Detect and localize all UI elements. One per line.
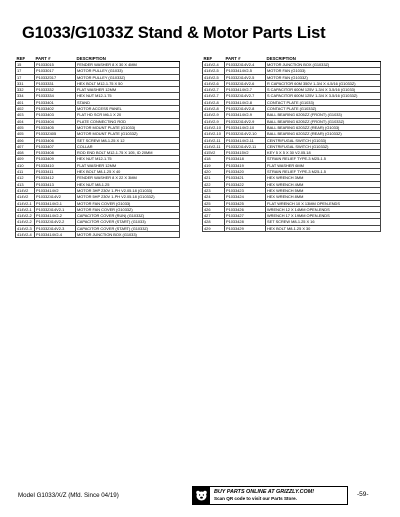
part-number-cell: P1033Z414V2-6 xyxy=(225,80,266,86)
part-number-cell: P1033418 xyxy=(225,156,266,162)
ref-cell: 414V2 xyxy=(16,187,35,193)
ref-cell: 414V2-6 xyxy=(203,80,225,86)
description-cell: MOTOR FAN COVER (G1033) xyxy=(76,200,180,206)
ref-cell: 414V2-1 xyxy=(16,200,35,206)
part-number-cell: P1033414V2-10 xyxy=(225,124,266,130)
parts-store-banner[interactable] xyxy=(192,486,348,505)
description-cell: HEX WRENCH 3MM xyxy=(266,175,381,181)
part-number-cell: P1033414V2-8 xyxy=(225,99,266,105)
ref-cell: 426 xyxy=(203,206,225,212)
parts-table-right xyxy=(202,54,381,232)
table-row xyxy=(203,87,381,93)
description-cell: BALL BEARING 6203ZZ (REAR) (G1033Z) xyxy=(266,131,381,137)
description-cell: FENDER WASHER 8 X 22 X 3MM xyxy=(76,175,180,181)
ref-cell: 414V2-4 xyxy=(203,62,225,68)
description-cell: MOTOR FAN (G1033Z) xyxy=(266,74,381,80)
description-cell: HEX WRENCH 4MM xyxy=(266,181,381,187)
description-cell: HEX NUT M12-1.75 xyxy=(76,93,180,99)
table-row xyxy=(203,225,381,231)
description-cell: BALL BEARING 6205ZZ (FRONT) (G1033Z) xyxy=(266,118,381,124)
part-number-cell: P1033Z414V2-2 xyxy=(35,219,76,225)
part-number-cell: P1033413 xyxy=(35,181,76,187)
ref-cell: 408 xyxy=(16,150,35,156)
ref-cell: 424 xyxy=(203,194,225,200)
part-number-cell: P1033425 xyxy=(225,200,266,206)
ref-cell: 421 xyxy=(203,175,225,181)
ref-cell: 409 xyxy=(16,156,35,162)
description-cell: WRENCH 12 X 14MM OPEN-ENDS xyxy=(266,206,381,212)
part-number-cell: P1033408 xyxy=(35,150,76,156)
part-number-cell: P1033414V2-9 xyxy=(225,112,266,118)
description-cell: COLLAR xyxy=(76,143,180,149)
description-cell: MOTOR MOUNT PLATE (G1033) xyxy=(76,124,180,130)
ref-cell: 425 xyxy=(203,200,225,206)
part-number-cell: P1033414V2-2 xyxy=(35,213,76,219)
description-cell: CENTRIFUGAL SWITCH (G1033Z) xyxy=(266,143,381,149)
part-number-cell: P1033Z017 xyxy=(35,74,76,80)
part-number-cell: P1033015 xyxy=(35,62,76,68)
ref-cell: 413 xyxy=(16,181,35,187)
part-number-cell: P1033429 xyxy=(225,225,266,231)
part-number-cell: P1033Z414V2-5 xyxy=(225,74,266,80)
ref-cell: 414V2-9 xyxy=(203,118,225,124)
description-cell: SET SCREW M8-1.25 X 16 xyxy=(266,219,381,225)
table-row xyxy=(203,93,381,99)
ref-cell: 423 xyxy=(203,187,225,193)
part-number-cell: P1033414V2-4 xyxy=(35,232,76,238)
part-number-cell: P1033420 xyxy=(225,169,266,175)
part-number-cell: P1033426 xyxy=(225,206,266,212)
part-number-cell: P1033409 xyxy=(35,156,76,162)
part-number-cell: P1033Z414V2-7 xyxy=(225,93,266,99)
ref-cell: 414V2-1 xyxy=(16,206,35,212)
promo-subtext: Scan QR code to visit our Parts Store. xyxy=(214,495,297,501)
page-number: -59- xyxy=(357,491,369,498)
ref-cell: 418 xyxy=(203,156,225,162)
part-number-cell: P1033Z414V2-1 xyxy=(35,206,76,212)
ref-cell: 414V2-10 xyxy=(203,131,225,137)
part-number-cell: P1033Z414V2-9 xyxy=(225,118,266,124)
grizzly-bear-logo-icon xyxy=(193,487,210,504)
ref-cell: 414V2-10 xyxy=(203,124,225,130)
description-cell: FLAT HD SCR M6-1 X 20 xyxy=(76,112,180,118)
ref-cell: 414V2-11 xyxy=(203,137,225,143)
ref-cell: 422 xyxy=(203,181,225,187)
ref-cell: 428 xyxy=(203,219,225,225)
part-number-cell: P1033Z414V2-8 xyxy=(225,106,266,112)
ref-cell: 414V2-8 xyxy=(203,99,225,105)
description-cell: HEX BOLT M8-1.25 X 40 xyxy=(76,169,180,175)
part-number-cell: P1033415V2 xyxy=(225,150,266,156)
ref-cell: 411 xyxy=(16,169,35,175)
part-number-cell: P1033332 xyxy=(35,87,76,93)
part-number-cell: P1033422 xyxy=(225,181,266,187)
ref-cell: 419 xyxy=(203,162,225,168)
description-cell: PLATE CONNECTING ROD xyxy=(76,118,180,124)
description-cell: S CAPACITOR 600M 125V 1-3/4 X 3-5/16 (G1033) xyxy=(266,87,381,93)
description-cell: HEX BOLT M8-1.25 X 30 xyxy=(266,225,381,231)
description-cell: MOTOR FAN (G1033) xyxy=(266,68,381,74)
ref-cell: 414V2-2 xyxy=(16,219,35,225)
header-ref: REF xyxy=(203,54,225,62)
promo-headline[interactable]: BUY PARTS ONLINE AT GRIZZLY.COM! xyxy=(214,489,315,495)
description-cell: MOTOR PULLEY (G1033Z) xyxy=(76,74,180,80)
part-number-cell: P1033414V2-1 xyxy=(35,200,76,206)
model-label: Model G1033/X/Z (Mfd. Since 04/19) xyxy=(18,492,119,499)
description-cell: CAPACITOR COVER (START) (G1033Z) xyxy=(76,225,180,231)
description-cell: FLAT WASHER 12MM xyxy=(76,87,180,93)
description-cell: CENTRIFUGAL SWITCH (G1033) xyxy=(266,137,381,143)
ref-cell: 414V2-11 xyxy=(203,143,225,149)
ref-cell: 407 xyxy=(16,143,35,149)
description-cell: HEX BOLT M12-1.75 X 50 xyxy=(76,80,180,86)
description-cell: MOTOR ACCESS PANEL xyxy=(76,106,180,112)
part-number-cell: P1033Z414V2-11 xyxy=(225,143,266,149)
description-cell: HEX NUT M12-1.75 xyxy=(76,156,180,162)
ref-cell: 420 xyxy=(203,169,225,175)
part-number-cell: P1033414V2 xyxy=(35,187,76,193)
ref-cell: 414V2-2 xyxy=(16,213,35,219)
part-number-cell: P1033Z405 xyxy=(35,131,76,137)
description-cell: MOTOR PULLEY (G1033) xyxy=(76,68,180,74)
part-number-cell: P1033403 xyxy=(35,112,76,118)
description-cell: R CAPACITOR 60M 350V 1-3/4 X 4-5/16 (G1033Z) xyxy=(266,80,381,86)
description-cell: FLAT WASHER 6MM xyxy=(266,162,381,168)
ref-cell: 414V2-7 xyxy=(203,87,225,93)
part-number-cell: P1033419 xyxy=(225,162,266,168)
part-number-cell: P1033410 xyxy=(35,162,76,168)
ref-cell: 332 xyxy=(16,87,35,93)
part-number-cell: P1033423 xyxy=(225,187,266,193)
description-cell: KEY 5 X 5 X 30 V2.05.18 xyxy=(266,150,381,156)
description-cell: CONTACT PLATE (G1033Z) xyxy=(266,106,381,112)
ref-cell: 405 xyxy=(16,124,35,130)
description-cell: CAPACITOR COVER (START) (G1033) xyxy=(76,219,180,225)
part-number-cell: P1033414V2-5 xyxy=(225,68,266,74)
header-ref: REF xyxy=(16,54,35,62)
description-cell: STRAIN RELIEF TYPE-3 M25-1.5 xyxy=(266,169,381,175)
part-number-cell: P1033411 xyxy=(35,169,76,175)
table-row xyxy=(203,80,381,86)
description-cell: FENDER WASHER 8 X 30 X 4MM xyxy=(76,62,180,68)
part-number-cell: P1033017 xyxy=(35,68,76,74)
description-cell: BALL BEARING 6203ZZ (REAR) (G1033) xyxy=(266,124,381,130)
part-number-cell: P1033Z414V2-4 xyxy=(225,62,266,68)
part-number-cell: P1033Z414V2-10 xyxy=(225,131,266,137)
ref-cell: 405 xyxy=(16,131,35,137)
part-number-cell: P1033404 xyxy=(35,118,76,124)
header-description: DESCRIPTION xyxy=(76,54,180,62)
description-cell: STRAIN RELIEF TYPE-3 M25-1.5 xyxy=(266,156,381,162)
ref-cell: 401 xyxy=(16,99,35,105)
ref-cell: 17 xyxy=(16,74,35,80)
ref-cell: 15 xyxy=(16,62,35,68)
part-number-cell: P1033428 xyxy=(225,219,266,225)
description-cell: WRENCH 17 X 19MM OPEN-ENDS xyxy=(266,213,381,219)
part-number-cell: P1033414V2-7 xyxy=(225,87,266,93)
part-number-cell: P1033427 xyxy=(225,213,266,219)
description-cell: FLAT WRENCH 10 X 13MM OPEN-ENDS xyxy=(266,200,381,206)
ref-cell: 414V2-5 xyxy=(203,74,225,80)
description-cell: STAND xyxy=(76,99,180,105)
ref-cell: 427 xyxy=(203,213,225,219)
ref-cell: 429 xyxy=(203,225,225,231)
part-number-cell: P1033414V2-11 xyxy=(225,137,266,143)
ref-cell: 414V2-5 xyxy=(203,68,225,74)
part-number-cell: P1033331 xyxy=(35,80,76,86)
header-description: DESCRIPTION xyxy=(266,54,381,62)
description-cell: BALL BEARING 6205ZZ (FRONT) (G1033) xyxy=(266,112,381,118)
ref-cell: 17 xyxy=(16,68,35,74)
ref-cell: 414V2-3 xyxy=(16,225,35,231)
part-number-cell: P1033334 xyxy=(35,93,76,99)
description-cell: MOTOR JUNCTION BOX (G1033Z) xyxy=(266,62,381,68)
description-cell: HEX WRENCH 5MM xyxy=(266,187,381,193)
ref-cell: 403 xyxy=(16,112,35,118)
header-part: PART # xyxy=(35,54,76,62)
ref-cell: 334 xyxy=(16,93,35,99)
part-number-cell: P1033407 xyxy=(35,143,76,149)
table-header-row xyxy=(16,54,180,62)
ref-cell: 406 xyxy=(16,137,35,143)
part-number-cell: P1033424 xyxy=(225,194,266,200)
ref-cell: 414V2-8 xyxy=(203,106,225,112)
description-cell: MOTOR FAN COVER (G1033Z) xyxy=(76,206,180,212)
description-cell: S CAPACITOR 600M 125V 1-3/4 X 3-5/16 (G1033Z) xyxy=(266,93,381,99)
part-number-cell: P1033Z414V2-3 xyxy=(35,225,76,231)
description-cell: SET SCREW M8-1.25 X 12 xyxy=(76,137,180,143)
header-part: PART # xyxy=(225,54,266,62)
table-row xyxy=(16,232,180,238)
parts-table-left xyxy=(15,54,180,238)
table-header-row xyxy=(203,54,381,62)
description-cell: HEX NUT M8-1.25 xyxy=(76,181,180,187)
part-number-cell: P1033Z414V2 xyxy=(35,194,76,200)
description-cell: ROD END BOLT M12-1.75 X 105, ID 20MM xyxy=(76,150,180,156)
ref-cell: 404 xyxy=(16,118,35,124)
part-number-cell: P1033405 xyxy=(35,124,76,130)
ref-cell: 414V2-4 xyxy=(16,232,35,238)
description-cell: MOTOR JUNCTION BOX (G1033) xyxy=(76,232,180,238)
description-cell: CONTACT PLATE (G1033) xyxy=(266,99,381,105)
description-cell: FLAT WASHER 12MM xyxy=(76,162,180,168)
description-cell: HEX WRENCH 8MM xyxy=(266,194,381,200)
part-number-cell: P1033412 xyxy=(35,175,76,181)
part-number-cell: P1033406 xyxy=(35,137,76,143)
part-number-cell: P1033421 xyxy=(225,175,266,181)
ref-cell: 414V2 xyxy=(16,194,35,200)
part-number-cell: P1033401 xyxy=(35,99,76,105)
part-number-cell: P1033402 xyxy=(35,106,76,112)
ref-cell: 414V2-7 xyxy=(203,93,225,99)
ref-cell: 412 xyxy=(16,175,35,181)
description-cell: MOTOR MOUNT PLATE (G1033Z) xyxy=(76,131,180,137)
description-cell: MOTOR 3HP 230V 1-PH V2.05.18 (G1033) xyxy=(76,187,180,193)
ref-cell: 410 xyxy=(16,162,35,168)
ref-cell: 331 xyxy=(16,80,35,86)
ref-cell: 415V2 xyxy=(203,150,225,156)
ref-cell: 414V2-9 xyxy=(203,112,225,118)
ref-cell: 402 xyxy=(16,106,35,112)
description-cell: MOTOR 5HP 230V 1-PH V2.05.18 (G1033Z) xyxy=(76,194,180,200)
description-cell: CAPACITOR COVER (RUN) (G1033Z) xyxy=(76,213,180,219)
page-title: G1033/G1033Z Stand & Motor Parts List xyxy=(22,24,326,42)
